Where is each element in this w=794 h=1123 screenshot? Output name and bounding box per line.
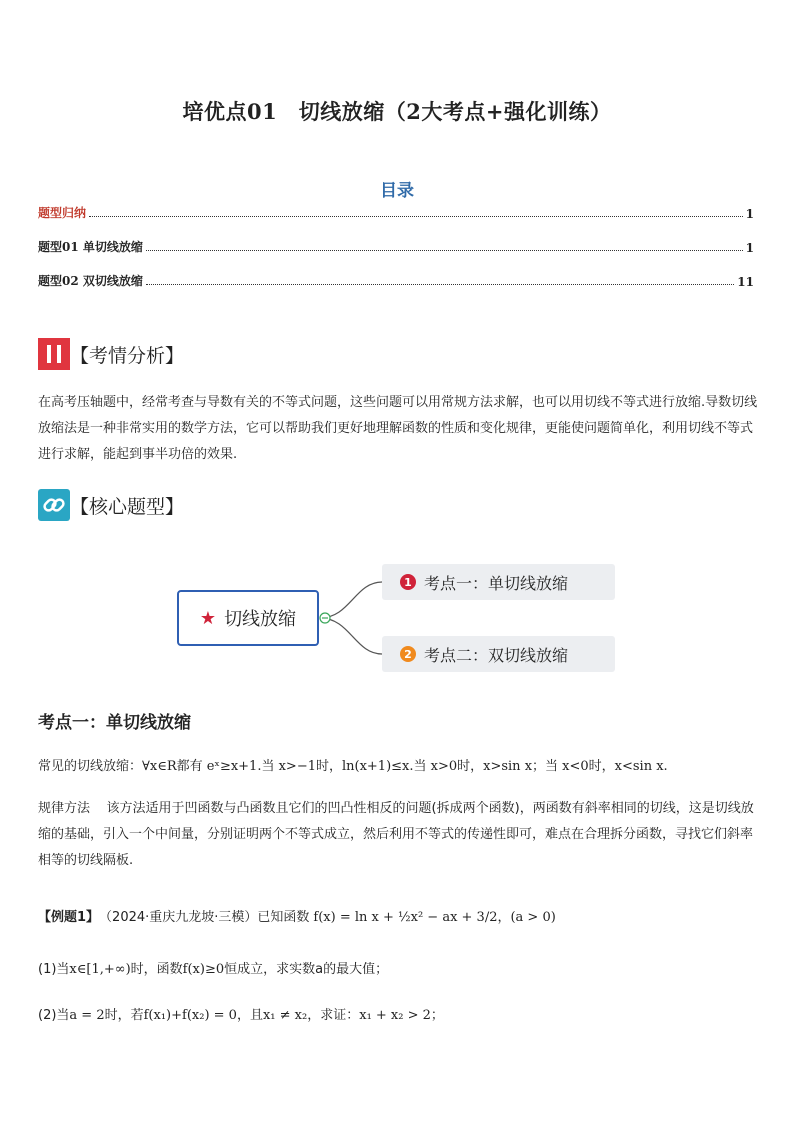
example1-q1 <box>38 958 388 977</box>
method-text: 该方法适用于凹函数与凸函数且它们的凹凸性相反的问题(拆成两个函数)，两函数有斜率相同的切线，这是切线放缩的基础，引入一个中间量，分别证明两个不等式成立，然后利用不等式的传递性即可，难点在合理拆分函数，寻找它们斜率相等的切线隔板. <box>38 801 754 868</box>
analysis-paragraph: 在高考压轴题中，经常考查与导数有关的不等式问题，这些问题可以用常规方法求解，也可以用切线不等式进行放缩.导数切线放缩法是一种非常实用的数学方法，它可以帮助我们更好地理解函数的性质和变化规律，更能使问题简单化，利用切线不等式进行求解，能起到事半功倍的效果. <box>38 395 758 462</box>
q2-prefix: (2)当 <box>38 1008 70 1023</box>
q1-prefix: (1)当 <box>38 962 70 977</box>
mindmap-center-node[interactable] <box>177 590 319 646</box>
example-intro: 已知函数 <box>257 910 310 925</box>
section-analysis-header <box>38 338 184 370</box>
mindmap-node-1[interactable] <box>382 564 615 600</box>
example-tag: 【例题1】 <box>38 910 100 925</box>
mindmap-node-label: 考点一：单切线放缩 <box>424 573 569 593</box>
example1-header <box>38 906 556 925</box>
toc-entry-page: 11 <box>737 275 754 289</box>
example-formula: f(x) = ln x + ½x² − ax + 3/2，(a > 0) <box>313 910 556 925</box>
common-formula: ∀x∈R都有 eˣ≥x+1.当 x>−1时，ln(x+1)≤x.当 x>0时，x>sin x；当 x<0时，x<sin x. <box>142 759 668 774</box>
method-label: 规律方法 <box>38 801 91 816</box>
common-prefix: 常见的切线放缩： <box>38 759 143 774</box>
q1-mid: 时，函数 <box>130 962 183 977</box>
toc-leader-dots <box>146 284 734 285</box>
toc-entry-page: 1 <box>745 207 754 221</box>
example1-q2 <box>38 1004 444 1023</box>
number-badge: 2 <box>400 646 416 662</box>
toc-entry-label: 题型02 双切线放缩 <box>38 274 143 288</box>
pause-bars-icon <box>38 338 70 370</box>
toc-entry-label: 题型01 单切线放缩 <box>38 240 143 254</box>
q2-mid3: ，求证： <box>307 1008 360 1023</box>
q1-suffix: 恒成立，求实数a的最大值； <box>224 962 389 977</box>
q2-suffix: ； <box>430 1008 444 1023</box>
example-source: （2024·重庆九龙坡·三模） <box>99 910 258 925</box>
mindmap-node-2[interactable] <box>382 636 615 672</box>
star-icon: ★ <box>199 607 217 629</box>
method-paragraph <box>38 796 758 874</box>
q2-mid: 时，若 <box>104 1008 144 1023</box>
toc-entry-1[interactable] <box>38 203 754 221</box>
q2-inequality: x₁ ≠ x₂ <box>262 1008 308 1023</box>
toc-leader-dots <box>89 216 743 217</box>
q2-condition: a = 2 <box>69 1008 105 1023</box>
q2-goal: x₁ + x₂ > 2 <box>359 1008 431 1023</box>
link-icon <box>38 489 70 521</box>
q2-equation: f(x₁)+f(x₂) = 0 <box>143 1008 237 1023</box>
section-analysis-label: 【考情分析】 <box>70 344 185 367</box>
mindmap-node-label: 考点二：双切线放缩 <box>424 645 569 665</box>
section-core-label: 【核心题型】 <box>70 495 185 518</box>
q1-condition: x∈[1,+∞) <box>69 962 131 977</box>
toc-heading: 目录 <box>380 181 414 201</box>
toc-entry-2[interactable] <box>38 237 754 255</box>
toc-entry-page: 1 <box>745 241 754 255</box>
toc-entry-label: 题型归纳 <box>38 206 87 220</box>
number-badge: 1 <box>400 574 416 590</box>
common-tangent-line <box>38 754 758 780</box>
kaodian1-heading: 考点一：单切线放缩 <box>38 713 191 733</box>
page-title: 培优点01 切线放缩（2大考点+强化训练） <box>182 99 612 124</box>
mindmap-center-label: 切线放缩 <box>224 609 297 630</box>
toc-entry-3[interactable] <box>38 271 754 289</box>
q1-inequality: f(x)≥0 <box>182 962 225 977</box>
toc-leader-dots <box>146 250 743 251</box>
section-core-header <box>38 489 184 521</box>
q2-mid2: ，且 <box>236 1008 263 1023</box>
